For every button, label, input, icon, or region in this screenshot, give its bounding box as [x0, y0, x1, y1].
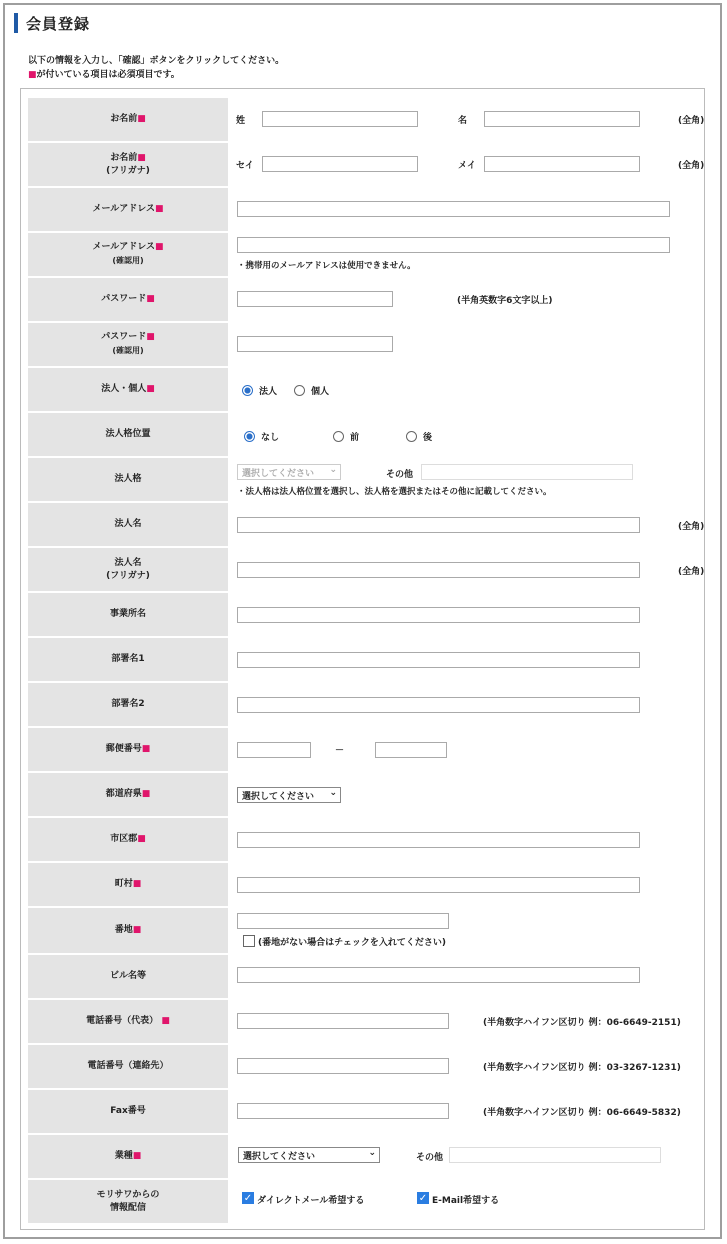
intro-line2 — [28, 68, 284, 82]
row-name — [28, 98, 705, 141]
email-input[interactable] — [237, 201, 670, 217]
email-opt-checkbox[interactable] — [417, 1192, 429, 1204]
select-value: 選択してください — [243, 1151, 316, 1162]
dm-label: ダイレクトメール希望する — [257, 1196, 365, 1206]
label-tel — [28, 1000, 228, 1043]
checkmark-icon: ✓ — [418, 1193, 428, 1204]
label-name — [28, 98, 228, 141]
radio-position-none[interactable] — [244, 431, 255, 442]
checkmark-icon: ✓ — [243, 1193, 253, 1204]
tel2-note: (半角数字ハイフン区切り 例：03-3267-1231) — [483, 1063, 681, 1073]
required-mark: ■ — [132, 879, 142, 889]
zip-first-input[interactable] — [237, 742, 311, 758]
row-building — [28, 955, 702, 998]
label-text: 法人格 — [114, 474, 142, 484]
label-text: 法人名 — [114, 519, 142, 529]
last-name-kana-input[interactable] — [262, 156, 418, 172]
tel2-input[interactable] — [237, 1058, 449, 1074]
row-kana — [28, 143, 705, 186]
tel-input[interactable] — [237, 1013, 449, 1029]
required-mark: ■ — [132, 925, 142, 935]
city-input[interactable] — [237, 832, 640, 848]
page-title — [14, 12, 90, 34]
label-fax — [28, 1090, 228, 1133]
intro-line1: 以下の情報を入力し、「確認」ボタンをクリックしてください。 — [28, 56, 285, 66]
other-label: その他 — [416, 1153, 444, 1163]
row-dept1 — [28, 638, 702, 681]
banchi-input[interactable] — [237, 913, 449, 929]
label-text: 電話番号（連絡先） — [87, 1061, 169, 1071]
row-industry — [28, 1135, 702, 1178]
dm-checkbox[interactable] — [242, 1192, 254, 1204]
label-password-confirm — [28, 323, 228, 366]
row-info — [28, 1180, 702, 1223]
sei-label: 姓 — [236, 116, 246, 126]
fullwidth-note: (全角) — [678, 116, 705, 126]
label-tel2 — [28, 1045, 228, 1088]
page-title-text: 会員登録 — [26, 14, 91, 33]
row-town — [28, 863, 702, 906]
label-text: 業種 — [114, 1151, 133, 1161]
label-text: 電話番号（代表） — [86, 1016, 159, 1026]
row-fax — [28, 1090, 702, 1133]
required-mark: ■ — [141, 789, 151, 799]
label-text: 法人名 — [114, 557, 142, 568]
chevron-down-icon: ⌄ — [329, 788, 337, 798]
industry-select[interactable] — [238, 1147, 380, 1163]
row-city — [28, 818, 702, 861]
row-tel — [28, 1000, 702, 1043]
chevron-down-icon: ⌄ — [329, 465, 337, 475]
password-note: (半角英数字6文字以上) — [457, 296, 553, 306]
label-kana — [28, 143, 228, 186]
password-input[interactable] — [237, 291, 393, 307]
label-text: パスワード — [101, 332, 147, 342]
label-info — [28, 1180, 228, 1223]
corp-kind-other-input[interactable] — [421, 464, 633, 480]
radio-individual-label: 個人 — [311, 387, 330, 397]
intro-line2-text: が付いている項目は必須項目です。 — [36, 70, 180, 80]
label-text: お名前 — [110, 114, 138, 124]
password-confirm-input[interactable] — [237, 336, 393, 352]
industry-other-input[interactable] — [449, 1147, 661, 1163]
row-banchi — [28, 908, 702, 953]
label-text: 都道府県 — [105, 789, 142, 799]
mei-kana-label: メイ — [458, 161, 476, 171]
label-sub: (確認用) — [112, 256, 144, 265]
label-text: メールアドレス — [92, 204, 156, 214]
email-opt-label: E-Mail希望する — [432, 1196, 500, 1206]
row-tel2 — [28, 1045, 702, 1088]
other-label: その他 — [386, 470, 414, 480]
label-industry — [28, 1135, 228, 1178]
email-confirm-input[interactable] — [237, 237, 670, 253]
select-value: 選択してください — [242, 791, 315, 802]
label-text: 番地 — [114, 925, 133, 935]
label-sub: 情報配信 — [109, 1202, 146, 1213]
sei-kana-label: セイ — [236, 161, 254, 171]
no-banchi-label: (番地がない場合はチェックを入れてください) — [258, 938, 446, 948]
corp-kind-select[interactable] — [237, 464, 341, 480]
first-name-kana-input[interactable] — [484, 156, 640, 172]
fullwidth-note: (全角) — [678, 567, 705, 577]
radio-position-after[interactable] — [406, 431, 417, 442]
fullwidth-note: (全角) — [678, 522, 705, 532]
radio-position-before-label: 前 — [350, 433, 360, 443]
dept2-input[interactable] — [237, 697, 640, 713]
row-dept2 — [28, 683, 702, 726]
label-sub: (確認用) — [112, 346, 144, 355]
label-corp-name — [28, 503, 228, 546]
required-mark: ■ — [146, 294, 155, 304]
label-text: パスワード — [101, 294, 147, 304]
label-text: メールアドレス — [92, 242, 156, 252]
zip-second-input[interactable] — [375, 742, 447, 758]
office-input[interactable] — [237, 607, 640, 623]
radio-individual[interactable] — [294, 385, 305, 396]
label-text: お名前 — [110, 152, 138, 163]
mei-label: 名 — [458, 116, 468, 126]
row-office — [28, 593, 702, 636]
row-email-confirm — [28, 233, 702, 276]
required-mark: ■ — [137, 152, 146, 163]
row-zip — [28, 728, 702, 771]
building-input[interactable] — [237, 967, 640, 983]
title-accent-bar — [14, 13, 18, 33]
label-dept1 — [28, 638, 228, 681]
corp-name-input[interactable] — [237, 517, 640, 533]
label-text: モリサワからの — [96, 1189, 160, 1200]
label-sub: (フリガナ) — [106, 165, 150, 176]
row-corp-position — [28, 413, 702, 456]
row-corp-name — [28, 503, 705, 546]
town-input[interactable] — [237, 877, 640, 893]
prefecture-select[interactable] — [237, 787, 341, 803]
label-text: 部署名2 — [111, 699, 145, 709]
label-text: ビル名等 — [109, 971, 146, 981]
required-mark: ■ — [137, 114, 146, 124]
fullwidth-note: (全角) — [678, 161, 705, 171]
label-building — [28, 955, 228, 998]
required-mark: ■ — [155, 242, 164, 252]
label-email — [28, 188, 228, 231]
zip-dash: － — [335, 746, 345, 756]
label-corp-type — [28, 368, 228, 411]
no-banchi-checkbox[interactable] — [243, 935, 255, 947]
tel-note: (半角数字ハイフン区切り 例：06-6649-2151) — [483, 1018, 681, 1028]
label-corp-position — [28, 413, 228, 456]
chevron-down-icon: ⌄ — [368, 1148, 376, 1158]
label-corp-kind — [28, 458, 228, 501]
required-mark: ■ — [146, 332, 155, 342]
required-mark: ■ — [161, 1016, 170, 1026]
required-mark: ■ — [132, 1151, 142, 1161]
label-email-confirm — [28, 233, 228, 276]
required-mark: ■ — [137, 834, 146, 844]
email-note: ・携帯用のメールアドレスは使用できません。 — [237, 261, 416, 271]
corp-kana-input[interactable] — [237, 562, 640, 578]
label-corp-kana — [28, 548, 228, 591]
label-password — [28, 278, 228, 321]
required-mark: ■ — [141, 744, 151, 754]
radio-corporate[interactable] — [242, 385, 253, 396]
label-text: 法人・個人 — [101, 384, 147, 394]
row-password — [28, 278, 702, 321]
label-text: Fax番号 — [110, 1106, 146, 1116]
dept1-input[interactable] — [237, 652, 640, 668]
row-corp-kind — [28, 458, 702, 501]
row-pref — [28, 773, 702, 816]
row-corp-type — [28, 368, 702, 411]
fax-note: (半角数字ハイフン区切り 例：06-6649-5832) — [483, 1108, 681, 1118]
radio-position-before[interactable] — [333, 431, 344, 442]
last-name-input[interactable] — [262, 111, 418, 127]
select-value: 選択してください — [242, 468, 315, 479]
required-mark: ■ — [155, 204, 164, 214]
label-sub: (フリガナ) — [106, 570, 150, 581]
radio-position-after-label: 後 — [423, 433, 433, 443]
label-zip — [28, 728, 228, 771]
label-dept2 — [28, 683, 228, 726]
label-text: 市区郡 — [110, 834, 138, 844]
label-text: 事業所名 — [109, 609, 146, 619]
fax-input[interactable] — [237, 1103, 449, 1119]
required-mark: ■ — [146, 384, 155, 394]
label-text: 法人格位置 — [105, 429, 151, 439]
radio-corporate-label: 法人 — [259, 387, 278, 397]
label-city — [28, 818, 228, 861]
row-password-confirm — [28, 323, 702, 366]
label-office — [28, 593, 228, 636]
required-mark: ■ — [28, 70, 37, 80]
label-text: 町村 — [114, 879, 133, 889]
label-banchi — [28, 908, 228, 953]
label-town — [28, 863, 228, 906]
first-name-input[interactable] — [484, 111, 640, 127]
label-pref — [28, 773, 228, 816]
row-email — [28, 188, 702, 231]
row-corp-kana — [28, 548, 705, 591]
label-text: 部署名1 — [111, 654, 145, 664]
intro-text — [28, 54, 284, 82]
radio-position-none-label: なし — [261, 433, 280, 443]
corp-kind-note: ・法人格は法人格位置を選択し、法人格を選択またはその他に記載してください。 — [237, 487, 552, 497]
label-text: 郵便番号 — [105, 744, 142, 754]
